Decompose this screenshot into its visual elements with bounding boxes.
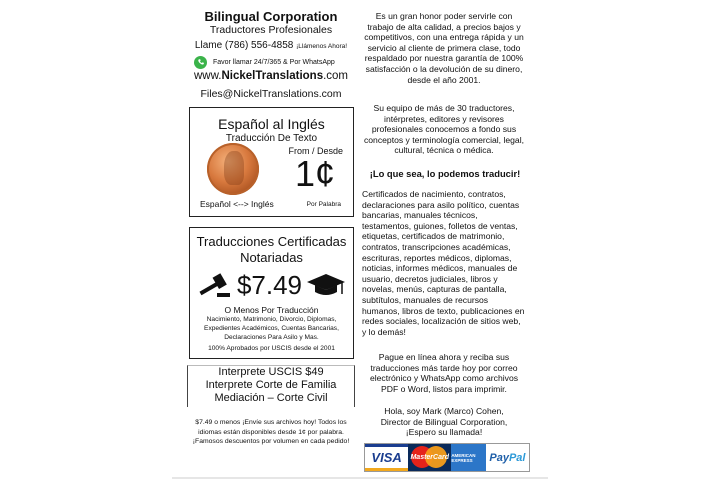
company-subtitle: Traductores Profesionales xyxy=(209,24,333,36)
mastercard-logo-icon xyxy=(408,444,451,471)
interpreter-family-court: Interprete Corte de Familia xyxy=(205,379,337,391)
whatsapp-icon[interactable] xyxy=(194,56,207,69)
bottom-divider xyxy=(172,477,548,479)
interpreter-uscis: Interprete USCIS $49 xyxy=(218,366,324,378)
certified-title xyxy=(190,234,353,266)
phone-line xyxy=(185,40,357,51)
amex-logo-icon: AMERICAN EXPRESS xyxy=(451,444,486,471)
uscis-approved: 100% Aprobados por USCIS desde el 2001 xyxy=(208,345,335,352)
signature-line2: Director de Bilingual Corporation, xyxy=(380,416,508,427)
payment-paragraph: Pague en línea ahora y reciba sus traducciones más tarde hoy por correo electrónico y WhatsApp como archivos PDF o Word, listos para imprimir. xyxy=(369,352,519,394)
from-label: From / Desde xyxy=(288,146,343,156)
language-pair: Español <--> Inglés xyxy=(200,199,274,209)
per-word-label: Por Palabra xyxy=(306,201,341,208)
website-suffix: .com xyxy=(323,70,349,82)
document-types: Nacimiento, Matrimonio, Divorcio, Diplomas, Expedientes Académicos, Cuentas Bancarias, Declaraciones Para Asilo y Mas. xyxy=(204,316,339,341)
visa-logo-icon: VISA xyxy=(365,444,408,471)
phone-cta: ¡Llámenos Ahora! xyxy=(296,43,348,50)
whatsapp-line xyxy=(194,55,359,69)
paypal-pal: Pal xyxy=(508,451,526,464)
gavel-icon xyxy=(197,272,233,298)
signature-line1: Hola, soy Mark (Marco) Cohen, xyxy=(384,406,504,416)
website-link[interactable] xyxy=(185,70,357,82)
services-list-paragraph: Certificados de nacimiento, contratos, declaraciones para asilo político, cuentas bancarias, manuales técnicos, testamentos, guiones, folletos de ventas, etiquetas, certificados de matrimonio, contratos, transcripciones académicas, escrituras, reportes médicos, diplomas, noticias, informes médicos, manuales de usuario, decretos judiciales, libros y novelas, menús, capturas de pantalla, subtítulos, manuales de recursos humanos, libros de texto, publicaciones en redes sociales, localización de sitios web, y lo demás! xyxy=(362,189,525,337)
price-row xyxy=(190,268,353,302)
signature-paragraph xyxy=(362,406,526,438)
certified-translation-box xyxy=(189,227,354,359)
website-name: NickelTranslations xyxy=(221,70,324,82)
mediation-civil-court: Mediación – Corte Civil xyxy=(214,392,328,404)
company-name: Bilingual Corporation xyxy=(204,9,338,24)
whatsapp-text: Favor llamar 24/7/365 & Por WhatsApp xyxy=(213,58,335,66)
certified-price: $7.49 xyxy=(236,269,303,300)
certified-title-line1: Traducciones Certificadas xyxy=(196,234,347,249)
phone-number[interactable]: Llame (786) 556-4858 xyxy=(194,40,294,51)
intro-paragraph: Es un gran honor poder servirle con trabajo de alta calidad, a precios bajos y competitivos, con una entrega rápida y un servicio al cliente de primera clase, todo respaldado por nuestra garantía de 100% satisfacción o la devolución de su dinero, desde el año 2001. xyxy=(364,11,524,85)
payment-methods xyxy=(364,443,530,472)
price-per-word: 1¢ xyxy=(294,153,335,194)
or-less-label: O Menos Por Traducción xyxy=(224,305,319,315)
graduation-cap-icon xyxy=(306,272,346,298)
team-paragraph: Su equipo de más de 30 traductores, intérpretes, editores y revisores profesionales conocemos a fondo sus conceptos y terminología comercial, legal, cultural, técnica o médica. xyxy=(363,103,525,156)
mastercard-label: MasterCard xyxy=(410,454,449,461)
paypal-pay: Pay xyxy=(489,451,509,464)
website-prefix: www. xyxy=(193,70,222,82)
box-title: Español al Inglés xyxy=(218,116,325,132)
slogan: ¡Lo que sea, lo podemos traducir! xyxy=(369,168,521,179)
signature-line3: ¡Espero su llamada! xyxy=(405,427,483,438)
penny-coin-image xyxy=(207,143,259,195)
paypal-logo-icon xyxy=(486,444,529,471)
certified-title-line2: Notariadas xyxy=(240,250,303,265)
promo-text: $7.49 o menos ¡Envíe sus archivos hoy! Todos los idiomas están disponibles desde 1¢ por palabra. ¡Famosos descuentos por volumen en cada pedido! xyxy=(192,419,350,445)
email-link[interactable]: Files@NickelTranslations.com xyxy=(200,88,342,100)
text-translation-box xyxy=(189,107,354,217)
box-subtitle: Traducción De Texto xyxy=(225,133,318,144)
interpreter-box xyxy=(187,365,355,407)
